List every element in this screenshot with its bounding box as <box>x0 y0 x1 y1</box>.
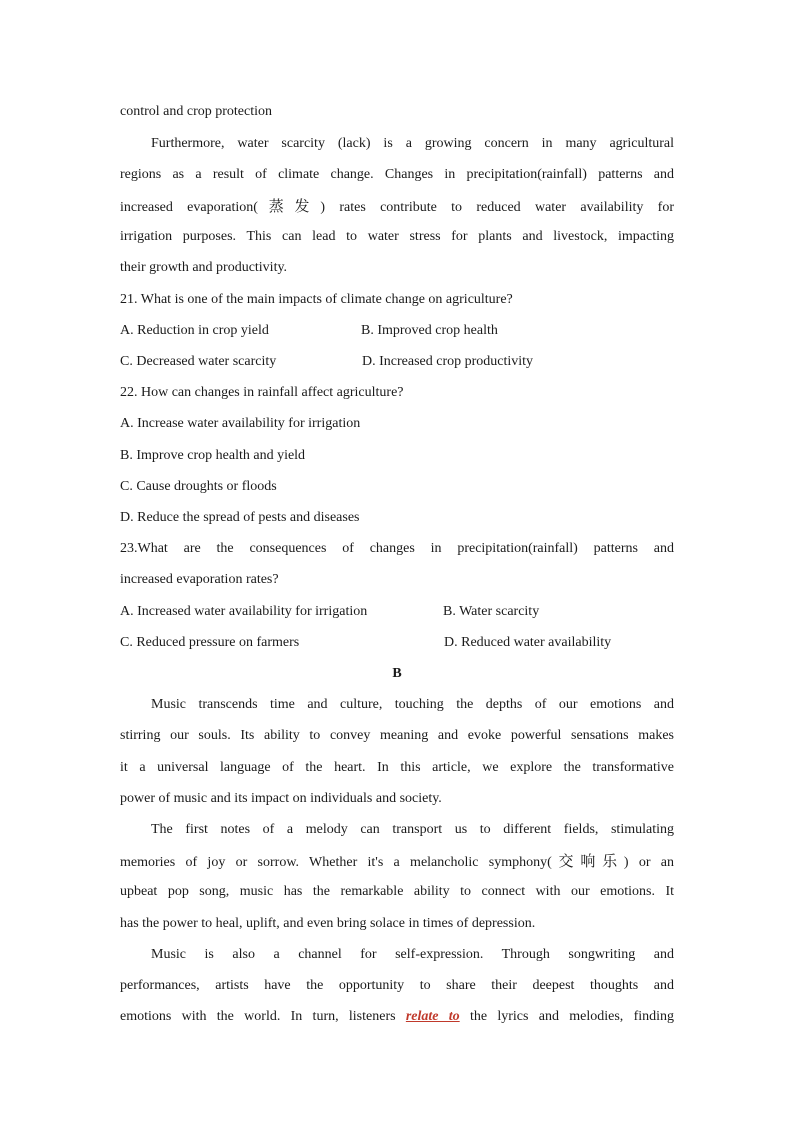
question-21-stem: 21. What is one of the main impacts of climate change on agriculture? <box>120 292 513 307</box>
passage-a-line-5: irrigation purposes. This can lead to water stress for plants and livestock, impacting <box>120 229 674 244</box>
passage-a-line-3: regions as a result of climate change. Changes in precipitation(rainfall) patterns and <box>120 167 674 182</box>
section-b-heading: B <box>392 666 402 681</box>
evaporation-after: ) rates contribute to reduced water availability for <box>320 200 674 215</box>
section-b-p1-line-1: Music transcends time and culture, touching the depths of our emotions and <box>151 697 674 712</box>
question-23-stem-line-2: increased evaporation rates? <box>120 572 279 587</box>
passage-a-line-1: control and crop protection <box>120 104 273 119</box>
question-23-option-b: B. Water scarcity <box>443 604 540 619</box>
question-23-options-row-1 <box>120 602 674 622</box>
relate-before: emotions with the world. In turn, listeners <box>120 1009 396 1024</box>
section-b-p2-line-2 <box>120 851 674 871</box>
section-b-p3-line-2: performances, artists have the opportunity to share their deepest thoughts and <box>120 978 674 993</box>
symphony-after: ) or an <box>623 855 674 870</box>
question-21-options-row-1 <box>120 321 674 341</box>
question-21-options-row-2 <box>120 352 674 372</box>
evaporation-before: increased evaporation( <box>120 200 258 215</box>
section-b-p2-line-3: upbeat pop song, music has the remarkable ability to connect with our emotions. It <box>120 884 674 899</box>
question-23-option-c: C. Reduced pressure on farmers <box>120 635 300 650</box>
section-b-p1-line-3: it a universal language of the heart. In this article, we explore the transformative <box>120 760 674 775</box>
question-23-stem-line-1: 23.What are the consequences of changes in precipitation(rainfall) patterns and <box>120 541 674 556</box>
question-22-option-d: D. Reduce the spread of pests and diseases <box>120 510 360 525</box>
section-b-p1-line-2: stirring our souls. Its ability to convey meaning and evoke powerful sensations makes <box>120 728 674 743</box>
section-b-p3-line-1: Music is also a channel for self-expression. Through songwriting and <box>151 947 674 962</box>
passage-a-line-6: their growth and productivity. <box>120 260 288 275</box>
evaporation-chinese: 蒸发 <box>257 197 321 215</box>
question-22-stem: 22. How can changes in rainfall affect agriculture? <box>120 385 404 400</box>
section-b-p2-line-4: has the power to heal, uplift, and even bring solace in times of depression. <box>120 916 536 931</box>
passage-a-line-2: Furthermore, water scarcity (lack) is a growing concern in many agricultural <box>151 136 674 151</box>
symphony-chinese: 交响乐 <box>551 852 624 870</box>
question-21-option-a: A. Reduction in crop yield <box>120 323 269 338</box>
question-23-options-row-2 <box>120 633 674 653</box>
question-21-option-b: B. Improved crop health <box>361 323 498 338</box>
section-b-p1-line-4: power of music and its impact on individuals and society. <box>120 791 442 806</box>
relate-after: the lyrics and melodies, finding <box>469 1009 675 1024</box>
question-21-option-d: D. Increased crop productivity <box>362 354 534 369</box>
question-21-option-c: C. Decreased water scarcity <box>120 354 277 369</box>
section-b-p3-line-3 <box>120 1007 674 1027</box>
symphony-before: memories of joy or sorrow. Whether it's a melancholic symphony( <box>120 855 552 870</box>
question-23-option-a: A. Increased water availability for irrigation <box>120 604 368 619</box>
question-22-option-c: C. Cause droughts or floods <box>120 479 277 494</box>
question-22-option-a: A. Increase water availability for irrigation <box>120 416 361 431</box>
question-22-option-b: B. Improve crop health and yield <box>120 448 306 463</box>
passage-a-line-4 <box>120 196 674 216</box>
relate-to-emphasis: relate to <box>405 1009 460 1024</box>
section-b-p2-line-1: The first notes of a melody can transport us to different fields, stimulating <box>151 822 674 837</box>
question-23-option-d: D. Reduced water availability <box>444 635 612 650</box>
